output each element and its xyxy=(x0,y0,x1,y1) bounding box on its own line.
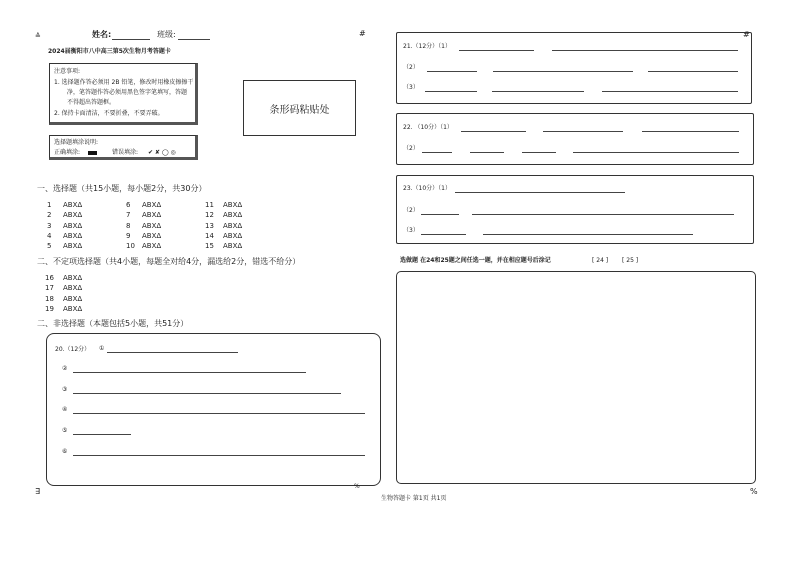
question-number: 3 xyxy=(47,221,52,230)
q20-mark-1: ① xyxy=(99,345,105,352)
answer-options[interactable]: ABXΔ xyxy=(223,231,243,240)
q21-line-1a[interactable] xyxy=(459,50,534,51)
choice-question-12[interactable] xyxy=(205,212,242,219)
choice-question-9[interactable] xyxy=(126,233,161,240)
q22-line-1b[interactable] xyxy=(543,131,623,132)
fill-example-box xyxy=(49,135,198,160)
elective-option-25[interactable]: [ 25 ] xyxy=(622,257,639,264)
question-number: 19 xyxy=(45,304,54,313)
page-footer: 生物答题卡 第1页 共1页 xyxy=(381,495,447,502)
choice-question-6[interactable] xyxy=(126,202,161,209)
name-field[interactable] xyxy=(112,39,150,40)
q22-line-1c[interactable] xyxy=(642,131,739,132)
question-number: 6 xyxy=(126,201,131,209)
q20-mark-3: ③ xyxy=(62,386,68,393)
answer-options[interactable]: ABXΔ xyxy=(142,221,162,230)
q23-part2-label: （2） xyxy=(403,207,419,214)
choice-question-3[interactable] xyxy=(47,223,82,230)
multi-choice-question-18[interactable] xyxy=(45,296,82,303)
question-number: 14 xyxy=(205,231,214,240)
q22-answer-box[interactable] xyxy=(396,113,754,165)
q23-line-3a[interactable] xyxy=(421,234,466,235)
wrong-fill-marks-icon: ✔ ✘ ◯ ◎ xyxy=(148,149,176,156)
question-number: 11 xyxy=(205,201,214,209)
answer-options[interactable]: ABXΔ xyxy=(63,221,83,230)
notice-title: 注意事项: xyxy=(54,68,81,75)
choice-question-1[interactable] xyxy=(47,202,82,209)
answer-options[interactable]: ABXΔ xyxy=(63,211,83,220)
q20-line-5[interactable] xyxy=(73,434,131,435)
footer-right-mark: % xyxy=(750,487,758,496)
elective-option-24[interactable]: [ 24 ] xyxy=(592,257,609,264)
q21-line-3a[interactable] xyxy=(425,91,477,92)
choice-question-2[interactable] xyxy=(47,212,82,219)
answer-options[interactable]: ABXΔ xyxy=(63,231,83,240)
answer-options[interactable]: ABXΔ xyxy=(142,201,162,209)
sheet-title: 2024届衡阳市八中高三第5次生物月考答题卡 xyxy=(48,48,171,55)
question-number: 17 xyxy=(45,284,54,293)
question-number: 12 xyxy=(205,211,214,220)
q22-line-2c[interactable] xyxy=(522,152,556,153)
q22-line-2a[interactable] xyxy=(422,152,452,153)
choice-question-8[interactable] xyxy=(126,223,161,230)
q20-line-4[interactable] xyxy=(73,413,365,414)
q20-line-3[interactable] xyxy=(73,393,341,394)
q23-line-1[interactable] xyxy=(455,192,625,193)
barcode-label: 条形码粘贴处 xyxy=(269,105,330,116)
question-number: 4 xyxy=(47,231,52,240)
q21-line-1b[interactable] xyxy=(552,50,738,51)
question-number: 13 xyxy=(205,221,214,230)
choice-question-11[interactable] xyxy=(205,202,242,209)
q23-line-2b[interactable] xyxy=(472,214,734,215)
q23-line-3b[interactable] xyxy=(483,234,693,235)
q22-label: 22. （10分）（1） xyxy=(403,124,453,131)
class-label: 班级: xyxy=(157,30,176,39)
notice-line-1b: 净，笔答题作答必须用黑色签字笔填写，答题 xyxy=(67,89,188,96)
answer-options[interactable]: ABXΔ xyxy=(223,242,243,251)
multi-choice-question-16[interactable] xyxy=(45,275,82,282)
q21-line-2a[interactable] xyxy=(427,71,477,72)
class-field[interactable] xyxy=(178,39,210,40)
question-number: 8 xyxy=(126,221,131,230)
correct-fill-mark-icon xyxy=(88,151,97,155)
answer-options[interactable]: ABXΔ xyxy=(142,231,162,240)
choice-question-14[interactable] xyxy=(205,233,242,240)
q23-label: 23.（10分）（1） xyxy=(403,185,451,192)
q22-part2-label: （2） xyxy=(403,145,419,152)
notice-box xyxy=(49,63,198,125)
question-number: 15 xyxy=(205,242,214,251)
choice-question-4[interactable] xyxy=(47,233,82,240)
answer-options[interactable]: ABXΔ xyxy=(63,274,83,282)
question-number: 1 xyxy=(47,201,52,209)
question-number: 18 xyxy=(45,294,54,303)
multi-choice-question-19[interactable] xyxy=(45,306,82,313)
choice-question-15[interactable] xyxy=(205,243,242,250)
question-number: 5 xyxy=(47,242,52,251)
answer-options[interactable]: ABXΔ xyxy=(223,201,243,209)
q21-line-2b[interactable] xyxy=(493,71,633,72)
fill-example-title: 选择题填涂说明: xyxy=(54,139,99,146)
q22-line-2d[interactable] xyxy=(573,152,739,153)
q23-line-2a[interactable] xyxy=(421,214,459,215)
choice-question-13[interactable] xyxy=(205,223,242,230)
notice-line-1c: 不得超出答题框。 xyxy=(67,99,116,106)
answer-options[interactable]: ABXΔ xyxy=(63,242,83,251)
hash-mark-right: # xyxy=(743,30,750,39)
section2-title: 二、不定项选择题（共4小题，每题全对给4分，漏选给2分，错选不给分） xyxy=(37,257,301,266)
q21-line-3c[interactable] xyxy=(602,91,738,92)
q20-line-6[interactable] xyxy=(73,455,365,456)
q20-mark-6: ⑥ xyxy=(62,448,68,455)
answer-options[interactable]: ABXΔ xyxy=(223,211,243,220)
q21-part3-label: （3） xyxy=(403,84,419,91)
question-number: 16 xyxy=(45,274,54,282)
q21-line-2c[interactable] xyxy=(648,71,738,72)
elective-instruction: 选做题 在24和25题之间任选一题，并在相应题号后涂记 xyxy=(400,257,551,264)
section1-title: 一、选择题（共15小题，每小题2分，共30分） xyxy=(37,184,207,193)
corner-mark-left: ≙ xyxy=(35,32,41,40)
answer-options[interactable]: ABXΔ xyxy=(63,294,83,303)
choice-question-5[interactable] xyxy=(47,243,82,250)
answer-options[interactable]: ABXΔ xyxy=(63,304,83,313)
answer-options[interactable]: ABXΔ xyxy=(63,201,83,209)
answer-options[interactable]: ABXΔ xyxy=(142,211,162,220)
q20-mark-4: ④ xyxy=(62,406,68,413)
question-number: 10 xyxy=(126,242,135,251)
q21-label: 21.（12分）（1） xyxy=(403,43,451,50)
notice-line-1: 1. 选择题作答必须用 2B 铅笔，修改时用橡皮擦擦干 xyxy=(54,79,194,86)
multi-choice-question-17[interactable] xyxy=(45,285,82,292)
choice-question-10[interactable] xyxy=(126,243,161,250)
q20-mark-2: ② xyxy=(62,365,68,372)
q20-answer-box[interactable] xyxy=(46,333,381,486)
q23-part3-label: （3） xyxy=(403,227,419,234)
answer-options[interactable]: ABXΔ xyxy=(142,242,162,251)
question-number: 2 xyxy=(47,211,52,220)
q21-line-3b[interactable] xyxy=(492,91,584,92)
q21-answer-box[interactable] xyxy=(396,32,752,104)
question-number: 7 xyxy=(126,211,131,220)
barcode-area xyxy=(243,80,356,136)
answer-options[interactable]: ABXΔ xyxy=(223,221,243,230)
name-label: 姓名: xyxy=(92,30,112,39)
elective-answer-box[interactable] xyxy=(396,271,756,484)
footer-mid-mark: % xyxy=(354,483,360,490)
section3-title: 二、非选择题（本题包括5小题，共51分） xyxy=(37,319,189,328)
wrong-fill-label: 错误填涂: xyxy=(112,149,139,156)
q20-label: 20.（12分） xyxy=(55,346,91,353)
choice-question-7[interactable] xyxy=(126,212,161,219)
footer-left-mark: ∃ xyxy=(35,487,41,496)
question-number: 9 xyxy=(126,231,131,240)
q22-line-1a[interactable] xyxy=(461,131,526,132)
q23-answer-box[interactable] xyxy=(396,175,754,244)
answer-options[interactable]: ABXΔ xyxy=(63,284,83,293)
q20-line-1[interactable] xyxy=(107,352,238,353)
q20-line-2[interactable] xyxy=(73,372,306,373)
q21-part2-label: （2） xyxy=(403,64,419,71)
notice-line-2: 2. 保持卡面清洁，不要折叠，不要弄破。 xyxy=(54,110,164,117)
q20-mark-5: ⑤ xyxy=(62,427,68,434)
correct-fill-label: 正确填涂: xyxy=(54,149,81,156)
q22-line-2b[interactable] xyxy=(470,152,504,153)
hash-mark-left: # xyxy=(359,29,366,38)
